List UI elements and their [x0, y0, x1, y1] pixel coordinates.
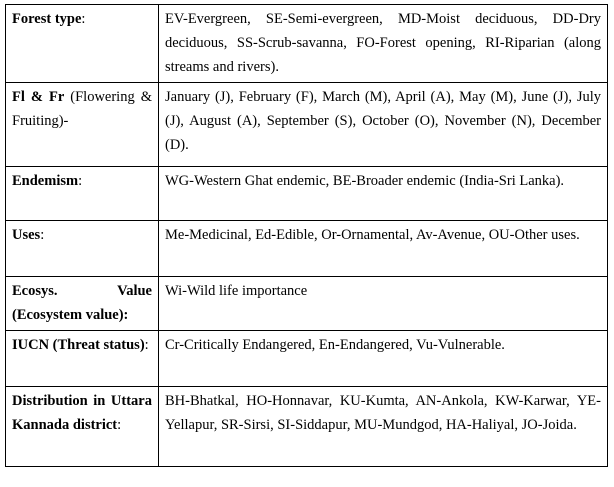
table-row: [6, 221, 608, 277]
row-value: BH-Bhatkal, HO-Honnavar, KU-Kumta, AN-Ankola, KW-Karwar, YE-Yellapur, SR-Sirsi, SI-Siddapur, MU-Mundgod, HA-Haliyal, JO-Joida.: [159, 387, 608, 467]
row-key: Fl & Fr (Flowering & Fruiting)-: [6, 83, 159, 167]
table-row: [6, 331, 608, 387]
table-row: [6, 387, 608, 467]
table-row: [6, 5, 608, 83]
table-row: [6, 277, 608, 331]
row-key: Uses:: [6, 221, 159, 277]
row-key: Endemism:: [6, 167, 159, 221]
abbreviation-legend-table: [5, 4, 608, 467]
row-key: Ecosys. Value (Ecosystem value):: [6, 277, 159, 331]
row-key: Forest type:: [6, 5, 159, 83]
row-value: January (J), February (F), March (M), April (A), May (M), June (J), July (J), August (A), September (S), October (O), November (N), December (D).: [159, 83, 608, 167]
row-value: Me-Medicinal, Ed-Edible, Or-Ornamental, Av-Avenue, OU-Other uses.: [159, 221, 608, 277]
row-value: Cr-Critically Endangered, En-Endangered, Vu-Vulnerable.: [159, 331, 608, 387]
table-row: [6, 83, 608, 167]
row-value: EV-Evergreen, SE-Semi-evergreen, MD-Moist deciduous, DD-Dry deciduous, SS-Scrub-savanna, FO-Forest opening, RI-Riparian (along streams and rivers).: [159, 5, 608, 83]
table-row: [6, 167, 608, 221]
row-key: IUCN (Threat status):: [6, 331, 159, 387]
row-value: Wi-Wild life importance: [159, 277, 608, 331]
row-value: WG-Western Ghat endemic, BE-Broader endemic (India-Sri Lanka).: [159, 167, 608, 221]
row-key: Distribution in Uttara Kannada district:: [6, 387, 159, 467]
